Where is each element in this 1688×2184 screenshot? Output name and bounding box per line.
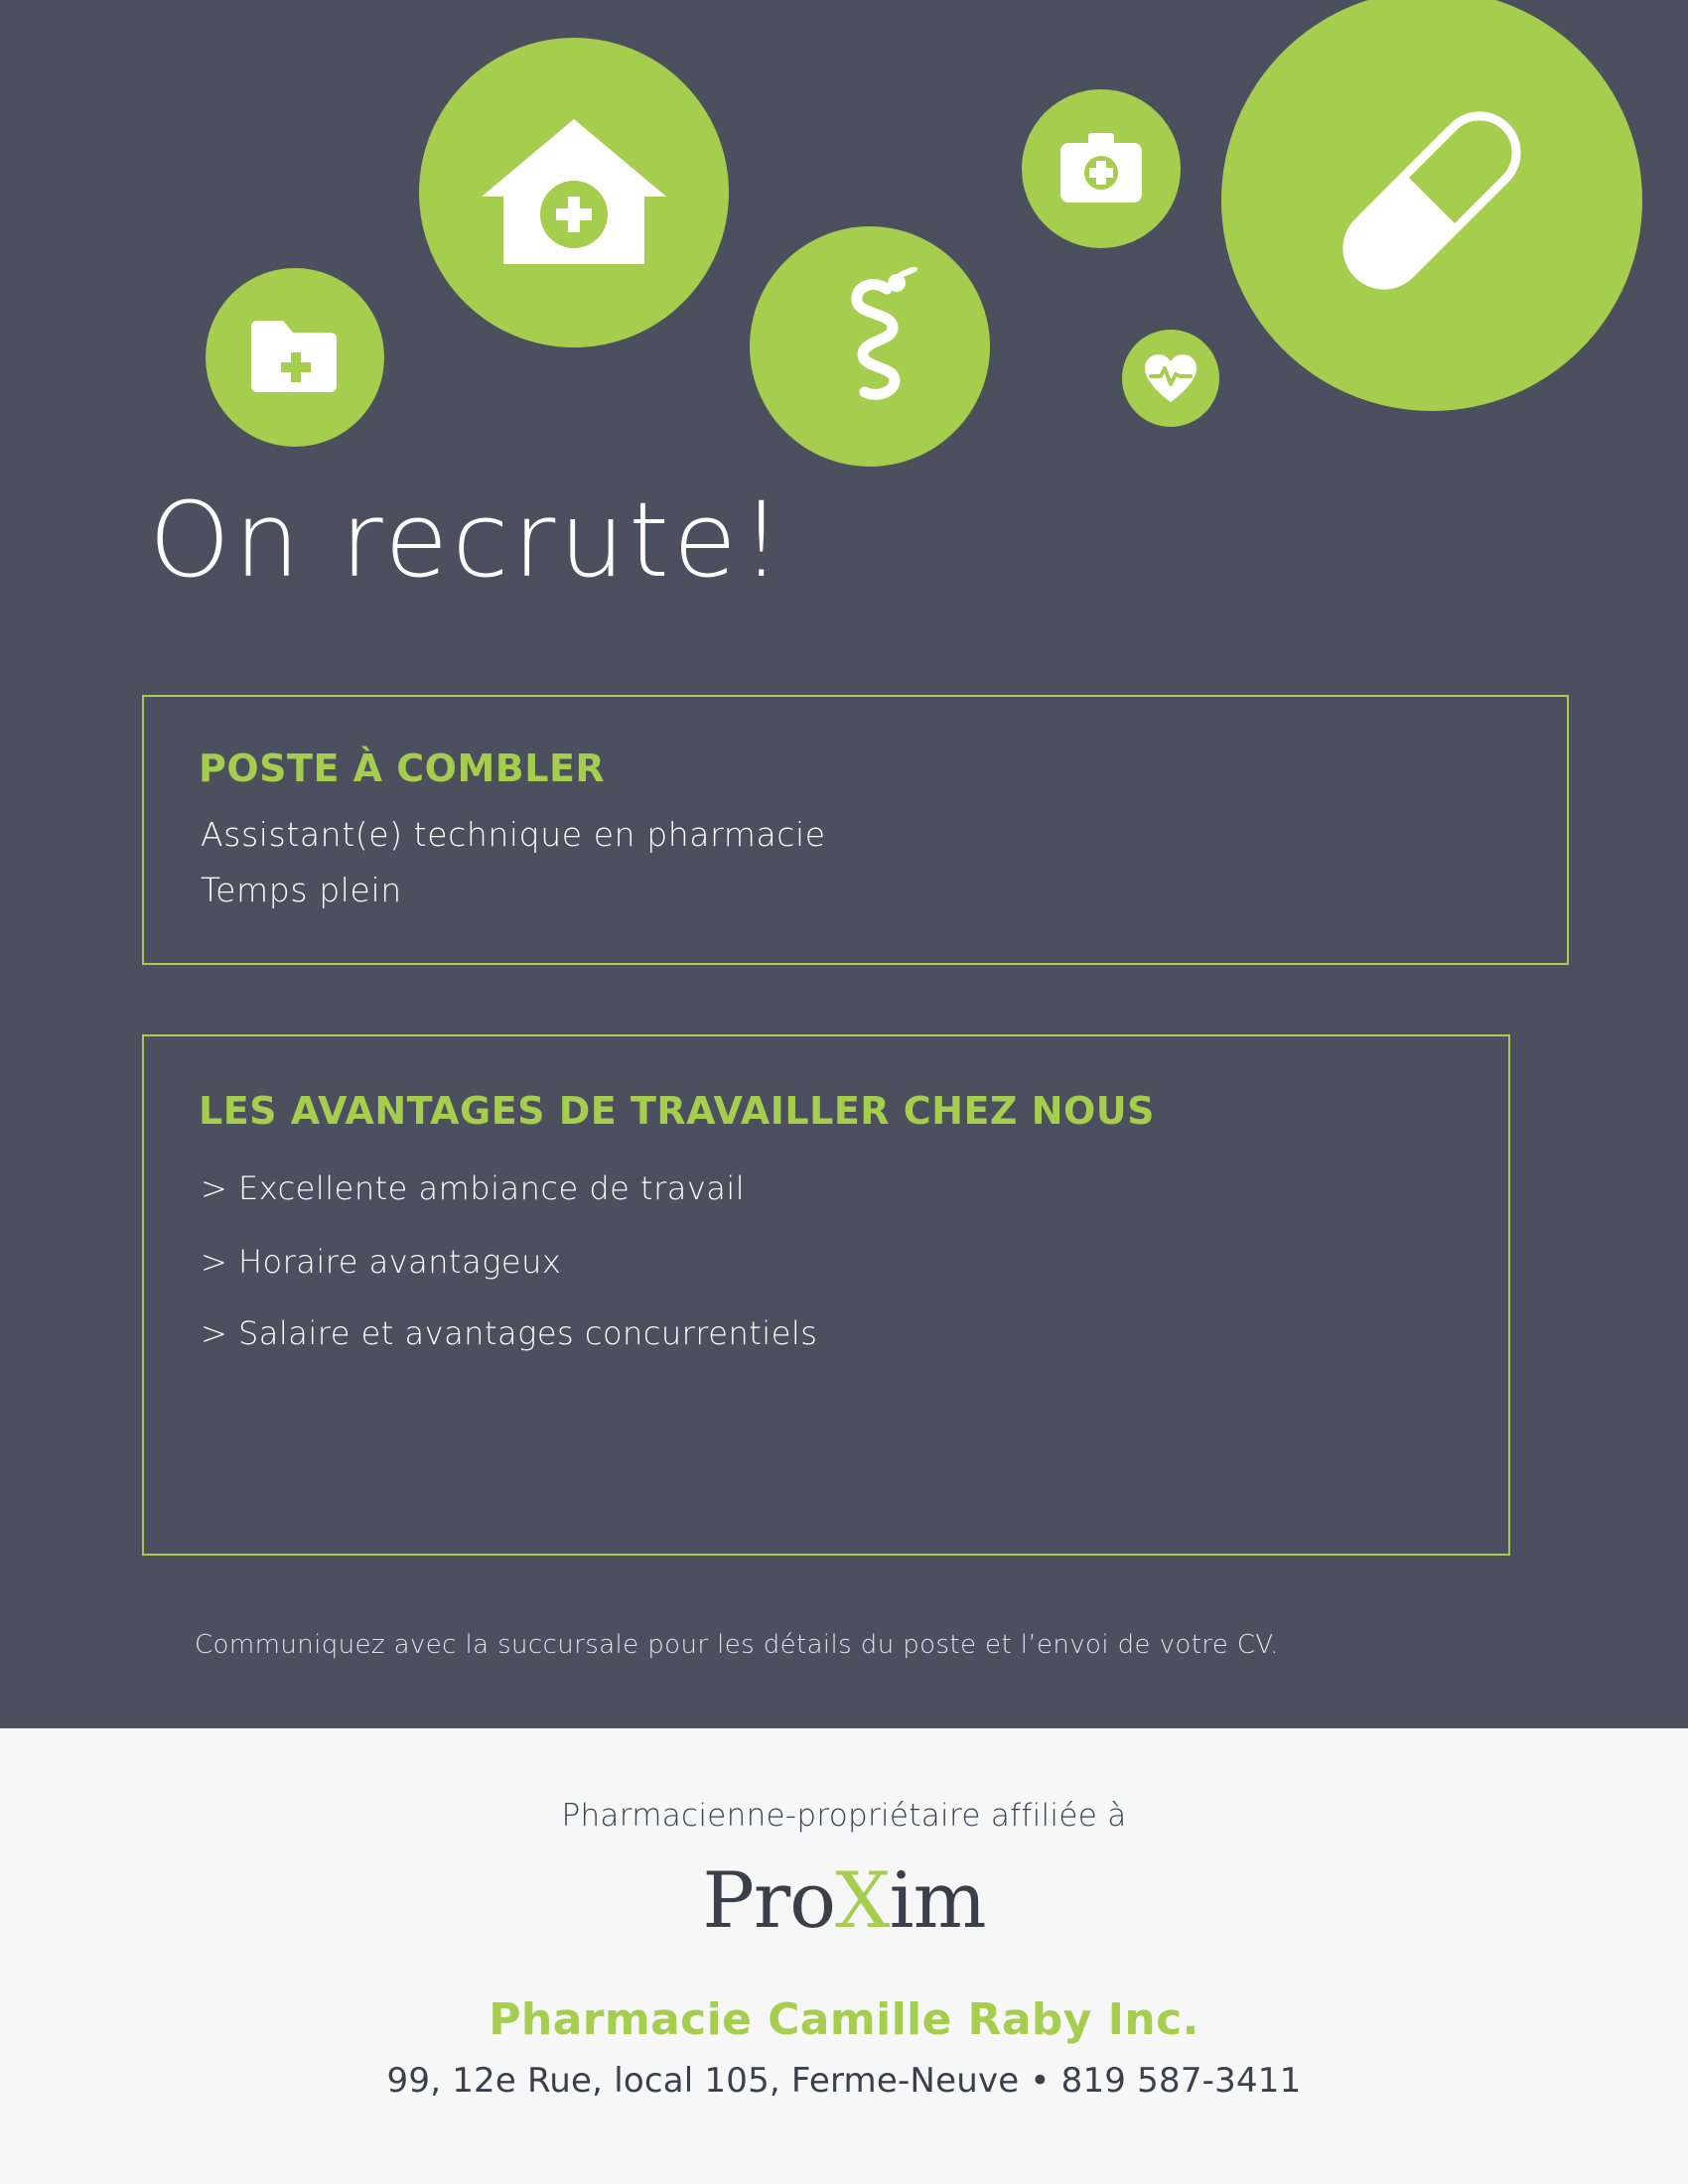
caduceus-snake-icon <box>750 226 990 467</box>
position-schedule: Temps plein <box>201 871 402 909</box>
pharmacy-name: Pharmacie Camille Raby Inc. <box>489 1994 1199 2045</box>
benefit-item: > Excellente ambiance de travail <box>201 1169 746 1207</box>
heart-pulse-icon <box>1122 330 1219 427</box>
position-box-title: POSTE À COMBLER <box>199 747 606 790</box>
benefit-item: > Horaire avantageux <box>201 1243 562 1281</box>
benefits-box <box>142 1034 1510 1556</box>
logo-part-1: Pro <box>702 1856 836 1946</box>
house-plus-icon <box>419 38 729 347</box>
position-box <box>142 695 1569 965</box>
page-title: On recrute! <box>149 479 786 601</box>
first-aid-kit-icon <box>1022 89 1181 248</box>
footer <box>0 1728 1688 2184</box>
logo-part-3: im <box>889 1856 986 1946</box>
contact-note: Communiquez avec la succursale pour les détails du poste et l’envoi de votre CV. <box>195 1630 1279 1660</box>
position-job-title: Assistant(e) technique en pharmacie <box>201 815 826 854</box>
pharmacy-address: 99, 12e Rue, local 105, Ferme-Neuve • 819 587-3411 <box>386 2061 1302 2101</box>
proxim-logo <box>0 1856 1688 1946</box>
logo-part-x: X <box>835 1856 890 1946</box>
benefits-box-title: LES AVANTAGES DE TRAVAILLER CHEZ NOUS <box>199 1089 1156 1133</box>
benefit-item: > Salaire et avantages concurrentiels <box>201 1314 818 1352</box>
folder-plus-icon <box>206 268 384 447</box>
pill-capsule-icon <box>1221 0 1642 411</box>
affiliation-text: Pharmacienne-propriétaire affiliée à <box>561 1798 1127 1834</box>
